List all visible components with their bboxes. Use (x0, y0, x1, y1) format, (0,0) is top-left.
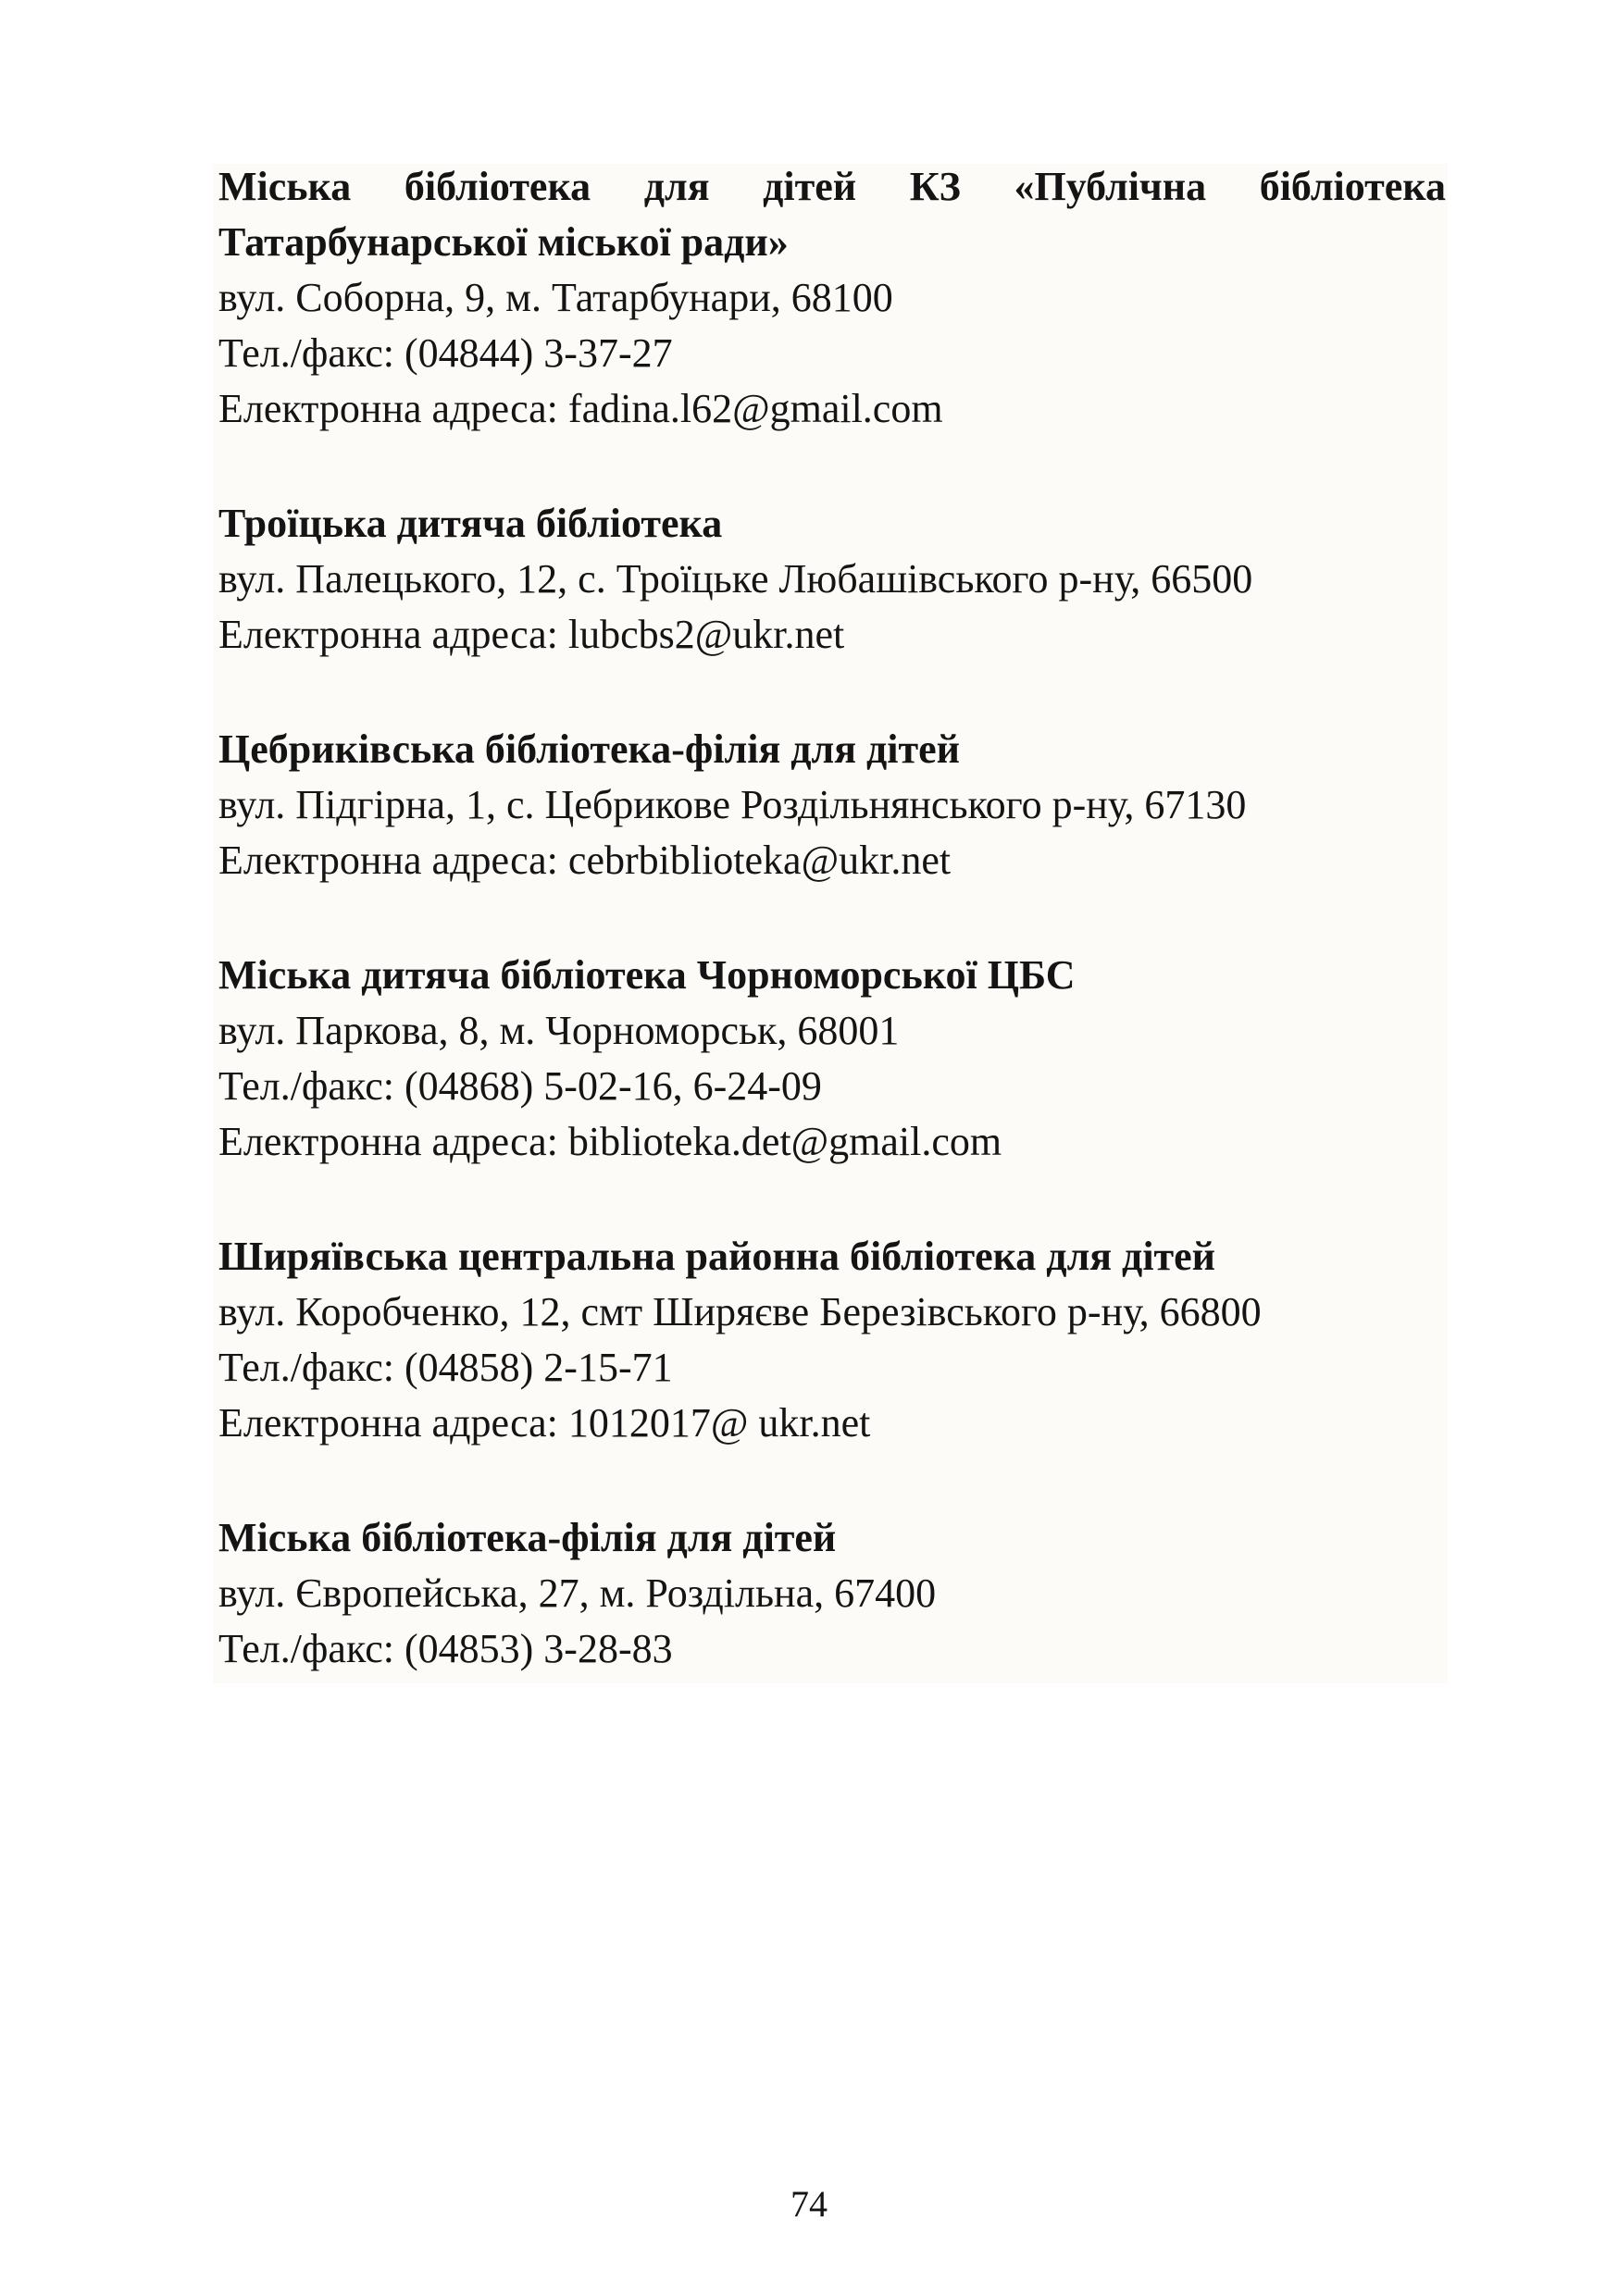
page-number: 74 (790, 2183, 828, 2225)
library-email: Електронна адреса: fadina.l62@gmail.com (218, 386, 943, 431)
library-entry-troitske (218, 496, 1446, 663)
library-email: Електронна адреса: cebrbiblioteka@ukr.net (218, 838, 952, 883)
library-phone: Тел./факс: (04844) 3-37-27 (218, 330, 673, 376)
library-title: Ширяївська центральна районна бібліотека для дітей (218, 1234, 1216, 1279)
library-address: вул. Паркова, 8, м. Чорноморськ, 68001 (218, 1008, 900, 1053)
library-email: Електронна адреса: biblioteka.det@gmail.com (218, 1119, 1002, 1164)
library-address: вул. Коробченко, 12, смт Ширяєве Березівського р-ну, 66800 (218, 1289, 1262, 1334)
library-title: Троїцька дитяча бібліотека (218, 501, 723, 546)
library-phone: Тел./факс: (04868) 5-02-16, 6-24-09 (218, 1063, 822, 1109)
library-title: Міська бібліотека-філія для дітей (218, 1515, 837, 1560)
library-list (218, 159, 1446, 1736)
library-title: Міська дитяча бібліотека Чорноморської ЦБС (218, 952, 1076, 998)
library-email: Електронна адреса: 1012017@ ukr.net (218, 1400, 871, 1446)
library-phone: Тел./факс: (04853) 3-28-83 (218, 1626, 673, 1671)
library-entry-tsebrykove (218, 722, 1446, 888)
library-address: вул. Палецького, 12, с. Троїцьке Любашівського р-ну, 66500 (218, 556, 1253, 602)
library-entry-chornomorsk (218, 948, 1446, 1170)
library-address: вул. Європейська, 27, м. Роздільна, 67400 (218, 1570, 937, 1616)
library-email: Електронна адреса: lubcbs2@ukr.net (218, 612, 845, 657)
library-entry-rozdilna (218, 1510, 1446, 1677)
library-title: Цебриківська бібліотека-філія для дітей (218, 726, 960, 772)
library-address: вул. Підгірна, 1, с. Цебрикове Роздільнянського р-ну, 67130 (218, 782, 1247, 827)
library-address: вул. Соборна, 9, м. Татарбунари, 68100 (218, 275, 893, 320)
library-title: Міська бібліотека для дітей КЗ «Публічна бібліотека Татарбунарської міської ради» (218, 164, 1446, 265)
library-phone: Тел./факс: (04858) 2-15-71 (218, 1345, 673, 1390)
library-entry-tatarbunary (218, 159, 1446, 437)
library-entry-shyriaieve (218, 1229, 1446, 1451)
